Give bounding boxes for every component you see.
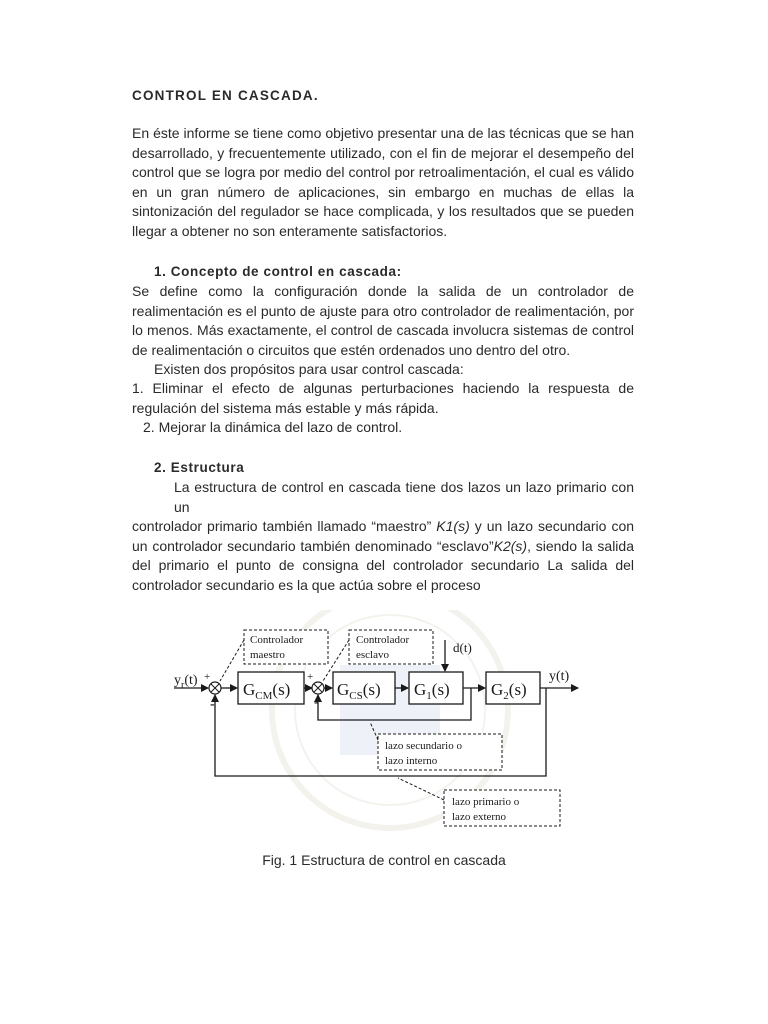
summing-junction-outer bbox=[204, 671, 221, 712]
svg-text:+: + bbox=[204, 671, 211, 683]
figure-caption: Fig. 1 Estructura de control en cascada bbox=[262, 852, 506, 868]
purpose-1: 1. Eliminar el efecto de algunas perturbaciones haciendo la respuesta de regulación del sistema más estable y más rápida. bbox=[132, 380, 634, 416]
purposes-intro: Existen dos propósitos para usar control cascada: bbox=[154, 361, 464, 377]
svg-text:Controlador: Controlador bbox=[250, 634, 304, 646]
section2-text-d: un controlador secundario también denominado “esclavo” bbox=[132, 537, 494, 554]
section2-text-a: La estructura de control en cascada tiene dos lazos un lazo primario con un bbox=[174, 479, 634, 515]
cascade-block-diagram bbox=[160, 610, 590, 835]
section2-paragraph bbox=[132, 478, 634, 596]
section2-line-5 bbox=[132, 576, 634, 596]
section2-text-e: , siendo la salida bbox=[527, 537, 634, 554]
svg-text:lazo interno: lazo interno bbox=[385, 755, 438, 767]
block-g1 bbox=[409, 672, 463, 704]
summing-junction-inner bbox=[307, 671, 324, 710]
intro-paragraph: En éste informe se tiene como objetivo presentar una de las técnicas que se han desarrollado, y frecuentemente utilizado, con el fin de mejorar el desempeño del control que se logra por medio del control por retroalimentación, el cual es válido en un gran número de aplicaciones, sin embargo en muchas de ellas la sintonización del regulador se hace complicada, y los resultados que se pueden llegar a obtener no son enteramente satisfactorios. bbox=[132, 125, 634, 239]
section2-text-g: controlador secundario es la que actúa sobre el proceso bbox=[132, 576, 481, 593]
svg-text:lazo externo: lazo externo bbox=[452, 811, 507, 823]
section2-text-c: y un lazo secundario con bbox=[474, 518, 635, 535]
block-g2 bbox=[486, 672, 540, 704]
block-gcm bbox=[238, 672, 304, 704]
svg-text:+: + bbox=[307, 671, 314, 683]
section1-paragraph: Se define como la configuración donde la salida de un controlador de realimentación es el punto de ajuste para otro controlador de realimentación, por lo menos. Más exactamente, el control de cascada involucra sistemas de control de realimentación o circuitos que estén ordenados uno dentro del otro. bbox=[132, 283, 634, 358]
svg-text:G1(s): $G_1(s)$ bbox=[414, 680, 450, 702]
purpose-2: 2. Mejorar la dinámica del lazo de control. bbox=[143, 419, 403, 435]
section2-line-4 bbox=[132, 556, 634, 576]
svg-text:GCS(s): $G_{CS}(s)$ bbox=[337, 680, 381, 702]
svg-text:maestro: maestro bbox=[250, 649, 285, 661]
section2-text-f: del primario el punto de consigna del controlador secundario La salida del bbox=[132, 557, 634, 574]
svg-text:Controlador: Controlador bbox=[356, 634, 410, 646]
svg-text:-: - bbox=[314, 695, 319, 710]
svg-text:lazo primario o: lazo primario o bbox=[452, 796, 520, 808]
k1-symbol: K1(s) bbox=[436, 518, 470, 535]
svg-text:GCM(s): $G_{CM}(s)$ bbox=[243, 680, 291, 702]
input-label: $y_r(t)$ bbox=[174, 673, 198, 691]
svg-text:G2(s): $G_2(s)$ bbox=[491, 680, 527, 702]
section2-line-1 bbox=[132, 478, 634, 517]
section2-text-b: controlador primario también llamado “maestro” bbox=[132, 518, 432, 535]
svg-text:lazo secundario o: lazo secundario o bbox=[385, 740, 462, 752]
page-title: CONTROL EN CASCADA. bbox=[132, 88, 319, 103]
section2-line-3 bbox=[132, 537, 634, 557]
svg-text:-: - bbox=[210, 697, 215, 712]
disturbance-label: d(t) bbox=[453, 640, 472, 655]
output-label: y(t) bbox=[549, 669, 570, 684]
section2-line-2 bbox=[132, 517, 634, 537]
section2-heading: 2. Estructura bbox=[154, 460, 245, 475]
svg-text:esclavo: esclavo bbox=[356, 649, 389, 661]
block-gcs bbox=[333, 672, 395, 704]
k2-symbol: K2(s) bbox=[493, 537, 528, 554]
section1-heading: 1. Concepto de control en cascada: bbox=[154, 264, 402, 279]
